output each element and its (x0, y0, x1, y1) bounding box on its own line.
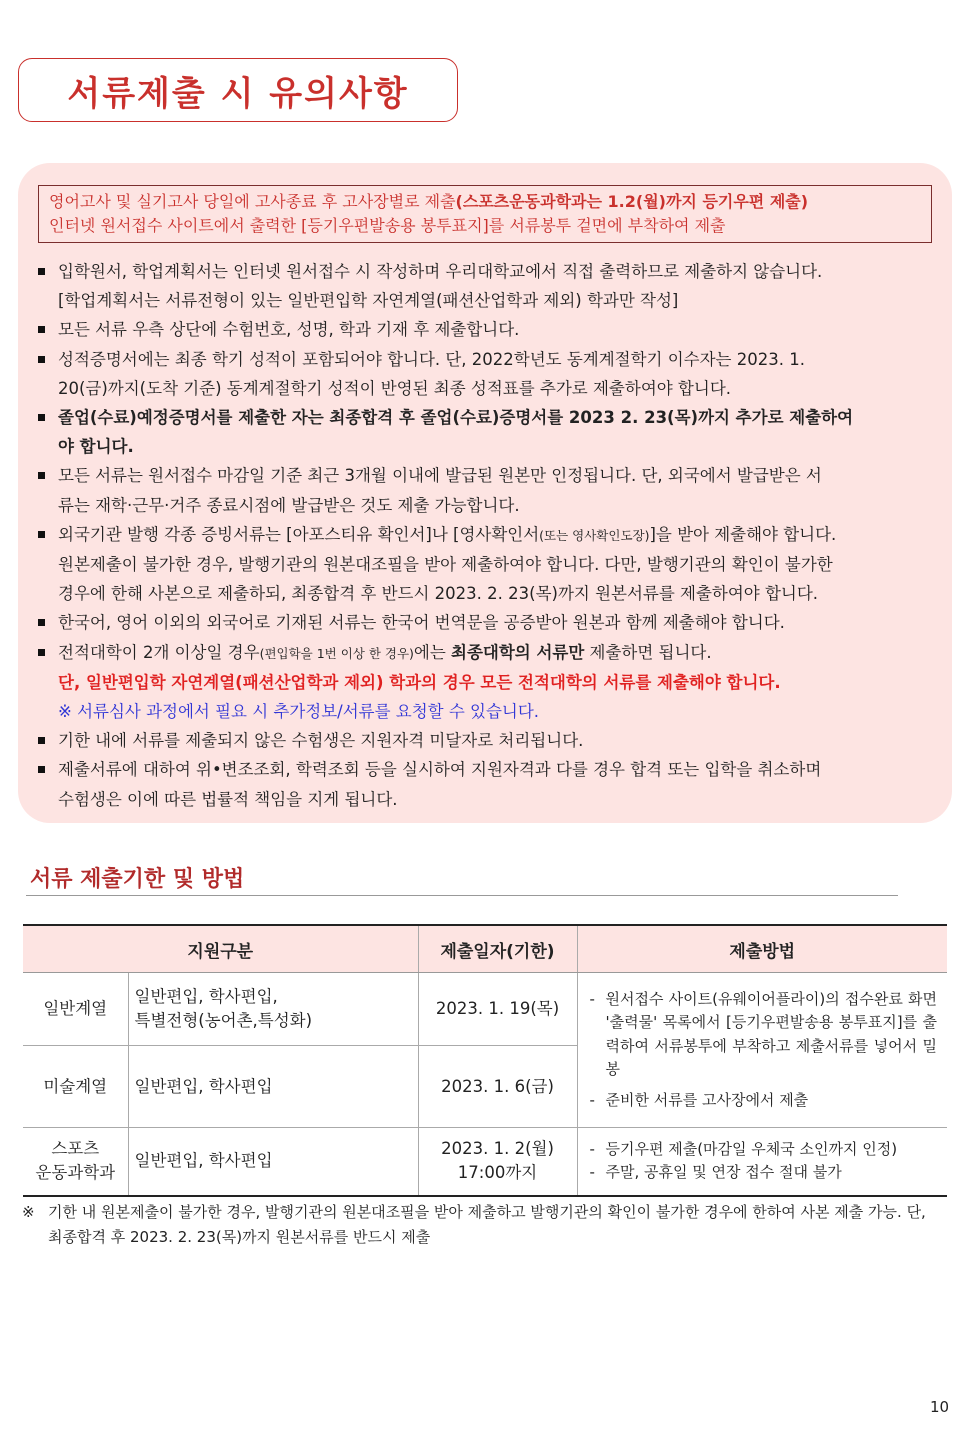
notice-box-line-1: 영어고사 및 실기고사 당일에 고사종료 후 고사장별로 제출(스포츠운동과학과는 1.2(월)까지 등기우편 제출) (49, 192, 809, 211)
admission-type-cell: 일반편입, 학사편입, 특별전형(농어촌,특성화) (128, 973, 418, 1046)
table-row (23, 973, 947, 1046)
date-cell: 2023. 1. 2(월) 17:00까지 (418, 1128, 577, 1196)
footnote-mark: ※ (22, 1203, 35, 1221)
notice-item-issue-date: 모든 서류는 원서접수 마감일 기준 최근 3개월 이내에 발급된 원본만 인정됩니다. 단, 외국에서 발급받은 서 류는 재학·근무·거주 종료시점에 발급받은 것도 제출 가능합니다. (36, 461, 938, 519)
method-cell-sports (577, 1128, 947, 1196)
method-item: - 원서접수 사이트(유웨이어플라이)의 접수완료 화면 '출력물' 목록에서 [등기우편발송용 봉투표지]를 출력하여 서류봉투에 부착하고 제출서류를 넣어서 밀봉 (590, 988, 938, 1082)
section-title: 서류 제출기한 및 방법 (30, 867, 245, 892)
submission-notice-box (38, 185, 932, 243)
sports-deadline-emphasis: (스포츠운동과학과는 1.2(월)까지 등기우편 제출) (455, 192, 809, 211)
notice-item-forgery-check: 제출서류에 대하여 위•변조조회, 학력조회 등을 실시하여 지원자격과 다를 경우 합격 또는 입학을 취소하며 수험생은 이에 따른 법률적 책임을 지게 됩니다. (36, 755, 938, 813)
footnote-text: 기한 내 원본제출이 불가한 경우, 발행기관의 원본대조필을 받아 제출하고 발행기관의 확인이 불가한 경우에 한하여 사본 제출 가능. 단, 최종합격 후 2023. 2. 23(목)까지 원본서류를 반드시 제출 (48, 1203, 926, 1246)
notice-item-foreign-documents: 외국기관 발행 각종 증빙서류는 [아포스티유 확인서]나 [영사확인서(또는 영사확인도장)]을 받아 제출해야 합니다. 원본제출이 불가한 경우, 발행기관의 원본대조필을 받아 제출하여야 합니다. 다만, 발행기관의 확인이 불가한 경우에 한해 사본으로 제출하되, 최종합격 후 반드시 2023. 2. 23(목)까지 원본서류를 제출하여야 합니다. (36, 520, 938, 609)
footnote (22, 1200, 932, 1250)
date-cell: 2023. 1. 19(목) (418, 973, 577, 1046)
notice-panel (18, 163, 952, 823)
additional-request-note: ※ 서류심사 과정에서 필요 시 추가정보/서류를 요청할 수 있습니다. (58, 702, 540, 722)
method-item: - 준비한 서류를 고사장에서 제출 (590, 1089, 938, 1113)
notice-item-prior-colleges: 전적대학이 2개 이상일 경우(편입학을 1번 이상 한 경우)에는 최종대학의 서류만 제출하면 됩니다. 단, 일반편입학 자연계열(패션산업학과 제외) 학과의 경우 모든 전적대학의 서류를 제출해야 합니다. ※ 서류심사 과정에서 필요 시 추가정보/서류를 요청할 수 있습니다. (36, 638, 938, 727)
date-cell: 2023. 1. 6(금) (418, 1046, 577, 1128)
notice-item-translation: 한국어, 영어 이외의 외국어로 기재된 서류는 한국어 번역문을 공증받아 원본과 함께 제출해야 합니다. (36, 608, 938, 637)
method-item: - 등기우편 제출(마감일 우체국 소인까지 인정) (590, 1138, 938, 1162)
method-list (584, 988, 942, 1113)
method-cell-regular (577, 973, 947, 1128)
notice-item-application-forms: 입학원서, 학업계획서는 인터넷 원서접수 시 작성하며 우리대학교에서 직접 출력하므로 제출하지 않습니다. [학업계획서는 서류전형이 있는 일반편입학 자연계열(패션산업학과 제외) 학과만 작성] (36, 257, 938, 315)
admission-type-cell: 일반편입, 학사편입 (128, 1046, 418, 1128)
natural-science-exception-note: 단, 일반편입학 자연계열(패션산업학과 제외) 학과의 경우 모든 전적대학의 서류를 제출해야 합니다. (58, 672, 781, 692)
page-number: 10 (930, 1398, 950, 1416)
notice-item-document-labeling: 모든 서류 우측 상단에 수험번호, 성명, 학과 기재 후 제출합니다. (36, 315, 938, 344)
admission-type-cell: 일반편입, 학사편입 (128, 1128, 418, 1196)
notice-item-deadline-failure: 기한 내에 서류를 제출되지 않은 수험생은 지원자격 미달자로 처리됩니다. (36, 726, 938, 755)
notice-box-line-2: 인터넷 원서접수 사이트에서 출력한 [등기우편발송용 봉투표지]를 서류봉투 겉면에 부착하여 제출 (49, 216, 726, 235)
notice-list (36, 257, 938, 814)
method-list (584, 1138, 942, 1185)
table-row (23, 1128, 947, 1196)
section-divider (26, 895, 898, 896)
title-box (18, 58, 458, 122)
table-header-row (23, 925, 947, 973)
category-cell: 일반계열 (23, 973, 128, 1046)
header-submission-method: 제출방법 (577, 925, 947, 973)
notice-item-graduation-certificate: 졸업(수료)예정증명서를 제출한 자는 최종합격 후 졸업(수료)증명서를 2023 2. 23(목)까지 추가로 제출하여 야 합니다. (36, 403, 938, 461)
deadline-table (23, 924, 947, 1197)
header-application-type: 지원구분 (23, 925, 418, 973)
page-title: 서류제출 시 유의사항 (67, 73, 409, 114)
category-cell: 스포츠 운동과학과 (23, 1128, 128, 1196)
notice-item-transcript: 성적증명서에는 최종 학기 성적이 포함되어야 합니다. 단, 2022학년도 동계계절학기 이수자는 2023. 1. 20(금)까지(도착 기준) 동계계절학기 성적이 반영된 최종 성적표를 추가로 제출하여야 합니다. (36, 345, 938, 403)
category-cell: 미술계열 (23, 1046, 128, 1128)
header-submission-date: 제출일자(기한) (418, 925, 577, 973)
method-item: - 주말, 공휴일 및 연장 접수 절대 불가 (590, 1161, 938, 1185)
